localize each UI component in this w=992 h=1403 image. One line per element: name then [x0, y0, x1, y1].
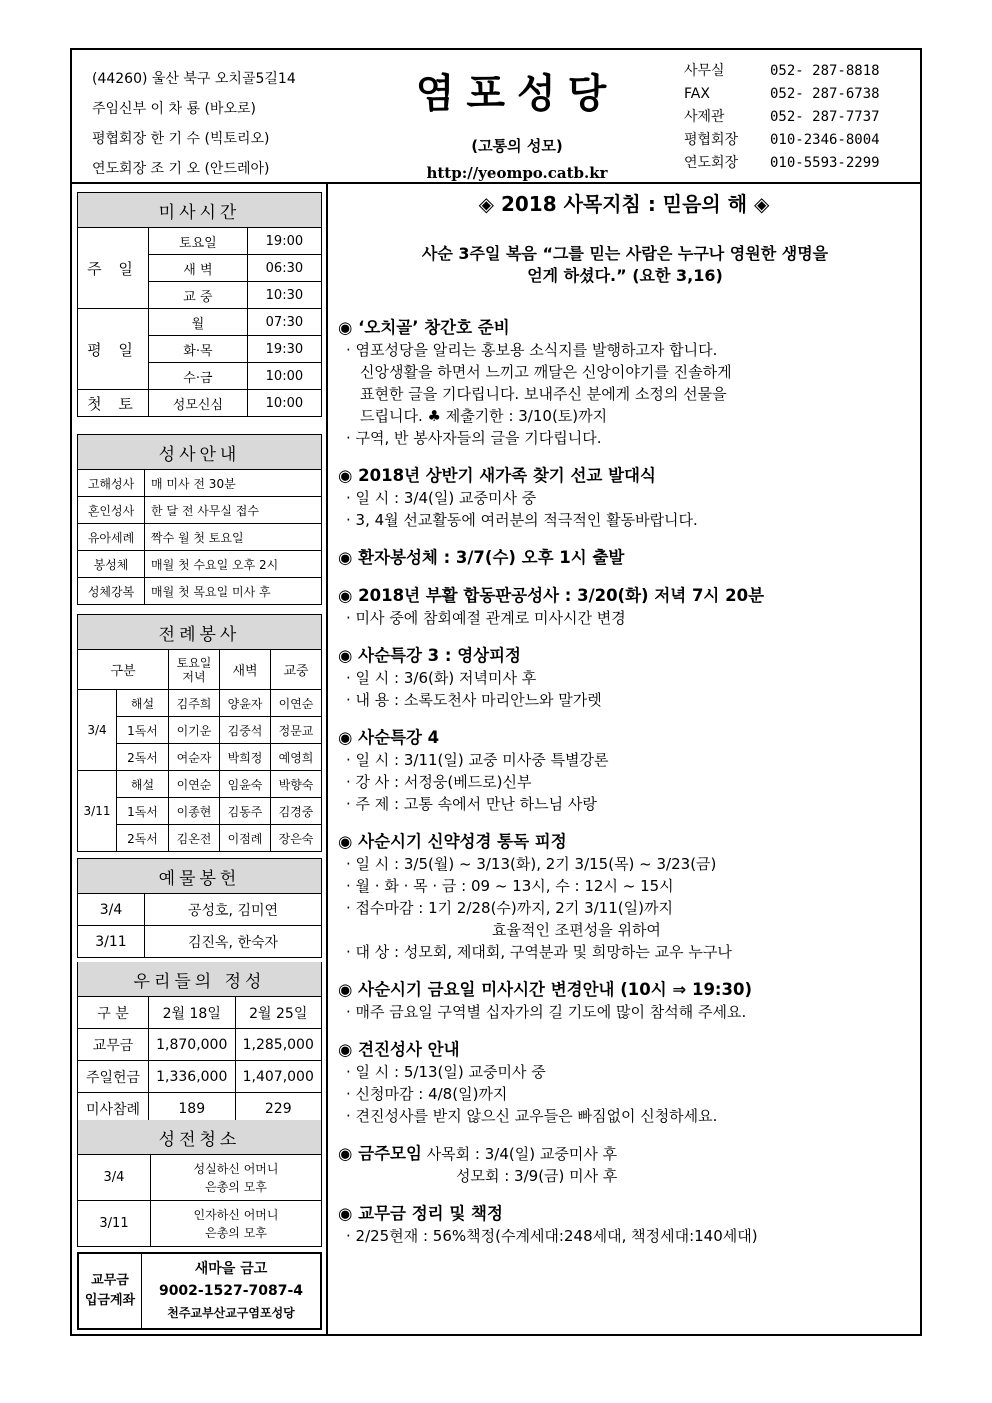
section-mission: ◉ 2018년 상반기 새가족 찾기 선교 발대식 · 일 시 : 3/4(일) 교중미사 중 · 3, 4월 선교활동에 여러분의 적극적인 활동바랍니다. — [338, 466, 698, 529]
left-column — [72, 184, 328, 1334]
mass-title: 미사시간 — [78, 193, 322, 228]
section-meetings: ◉ 금주모임 사목회 : 3/4(일) 교중미사 후 성모회 : 3/9(금) 미사 후 — [338, 1144, 618, 1185]
contacts — [684, 60, 880, 175]
section-sick-communion: ◉ 환자봉성체 : 3/7(수) 오후 1시 출발 — [338, 548, 625, 567]
section-confirmation: ◉ 견진성사 안내 · 일 시 : 5/13(일) 교중미사 중 · 신청마감 : 4/8(일)까지 · 견진성사를 받지 않으신 교우들은 빠짐없이 신청하세요. — [338, 1040, 718, 1125]
section-friday-mass: ◉ 사순시기 금요일 미사시간 변경안내 (10시 ⇒ 19:30) · 매주 금요일 구역별 십자가의 길 기도에 많이 참석해 주세요. — [338, 980, 753, 1021]
church-cleaning: 성전청소 3/4 성실하신 어머니 은총의 모후 3/11 인자하신 어머니 은총의 모후 — [77, 1120, 322, 1247]
contact-office: 사무실 052- 287-8818 — [684, 63, 880, 79]
account-info: 교무금 입금계좌 새마을 금고 9002-1527-7087-4 천주교부산교구염포성당 — [77, 1252, 322, 1330]
address: (44260) 울산 북구 오치골5길14 — [92, 71, 296, 87]
main-column — [328, 184, 920, 1247]
contact-rectory: 사제관 052- 287-7737 — [684, 109, 880, 125]
mass-times: 미사시간 주 일 토요일 19:00 새 벽 06:30 교 중 10:30 평 일 월 07:30 화·목 19:30 수·금 10:00 첫 토 성모신심 10:00 — [77, 192, 322, 417]
section-confession: ◉ 2018년 부활 합동판공성사 : 3/20(화) 저녁 7시 20분 · 미사 중에 참회예절 관계로 미사시간 변경 — [338, 586, 765, 627]
church-title: 염포성당 — [415, 70, 619, 117]
contact-fax: FAX 052- 287-6738 — [684, 86, 880, 102]
section-newsletter: ◉ ‘오치골’ 창간호 준비 · 염포성당을 알리는 홍보용 소식지를 발행하고자 합니다. 신앙생활을 하면서 느끼고 깨달은 신앙이야기를 진솔하게 표현한 글을 기다립니다. 보내주신 분에게 소정의 선물을 드립니다. ♣ 제출기한 : 3/10(토)까지 · 구역, 반 봉사자들의 글을 기다립니다. — [338, 318, 732, 447]
section-bible-retreat: ◉ 사순시기 신약성경 통독 피정 · 일 시 : 3/5(월) ~ 3/13(화), 2기 3/15(목) ~ 3/23(금) · 월 · 화 · 목 · 금 : 09 ~ 13시, 수 : 12시 ~ 15시 · 접수마감 : 1기 2/28(수)까지, 2기 3/11(일)까지 효율적인 조편성을 위하여 · 대 상 : 성모회, 제대회, 구역분과 및 희망하는 교우 누구나 — [338, 832, 732, 961]
page-frame — [70, 48, 922, 1336]
offering: 예물봉헌 3/4 공성호, 김미연 3/11 김진옥, 한숙자 — [77, 858, 322, 958]
section-contribution: ◉ 교무금 정리 및 책정 · 2/25현재 : 56%책정(수계세대:248세대, 책정세대:140세대) — [338, 1204, 758, 1245]
section-lecture3: ◉ 사순특강 3 : 영상피정 · 일 시 : 3/6(화) 저녁미사 후 · 내 용 : 소록도천사 마리안느와 말가렛 — [338, 646, 602, 709]
donations: 우리들의 정성 구 분 2월 18일 2월 25일 교무금 1,870,000 1,285,000 주일헌금 1,336,000 1,407,000 미사참례 189 229 — [77, 962, 322, 1125]
contact-council: 평협회장 010-2346-8004 — [684, 132, 880, 148]
header-left — [92, 64, 296, 184]
contact-elder: 연도회장 010-5593-2299 — [684, 155, 880, 171]
gospel-intro: 사순 3주일 복음 “그를 믿는 사람은 누구나 영원한 생명을 얻게 하셨다.” (요한 3,16) — [421, 244, 829, 285]
section-lecture4: ◉ 사순특강 4 · 일 시 : 3/11(일) 교중 미사중 특별강론 · 강 사 : 서정웅(베드로)신부 · 주 제 : 고통 속에서 만난 하느님 사랑 — [338, 728, 609, 813]
header — [72, 50, 920, 184]
pastoral-theme: ◈ 2018 사목지침 : 믿음의 해 ◈ — [478, 192, 770, 216]
council-president: 평협회장 한 기 수 (빅토리오) — [92, 131, 270, 147]
sacrament-guide: 성사안내 고해성사 매 미사 전 30분 혼인성사 한 달 전 사무실 접수 유아세례 짝수 월 첫 토요일 봉성체 매월 첫 수요일 오후 2시 성체강복 매월 첫 목요일 미사 후 — [77, 434, 322, 605]
elder-president: 연도회장 조 기 오 (안드레아) — [92, 161, 270, 177]
header-center — [392, 58, 642, 182]
liturgy-service: 전례봉사 구분 토요일 저녁 새벽 교중 3/4 해설 김주희 양윤자 이연순 1독서 이기운 김중석 정문교 2독서 여순자 박희정 예영희 3/11 해설 이연순 임윤숙 박향숙 1독서 이종현 김동주 김경중 2독서 김온전 이점례 장은숙 — [77, 614, 322, 852]
pastor: 주임신부 이 차 룡 (바오로) — [92, 101, 256, 117]
church-subtitle: (고통의 성모) — [471, 137, 563, 155]
church-url[interactable]: http://yeompo.catb.kr — [426, 164, 608, 182]
